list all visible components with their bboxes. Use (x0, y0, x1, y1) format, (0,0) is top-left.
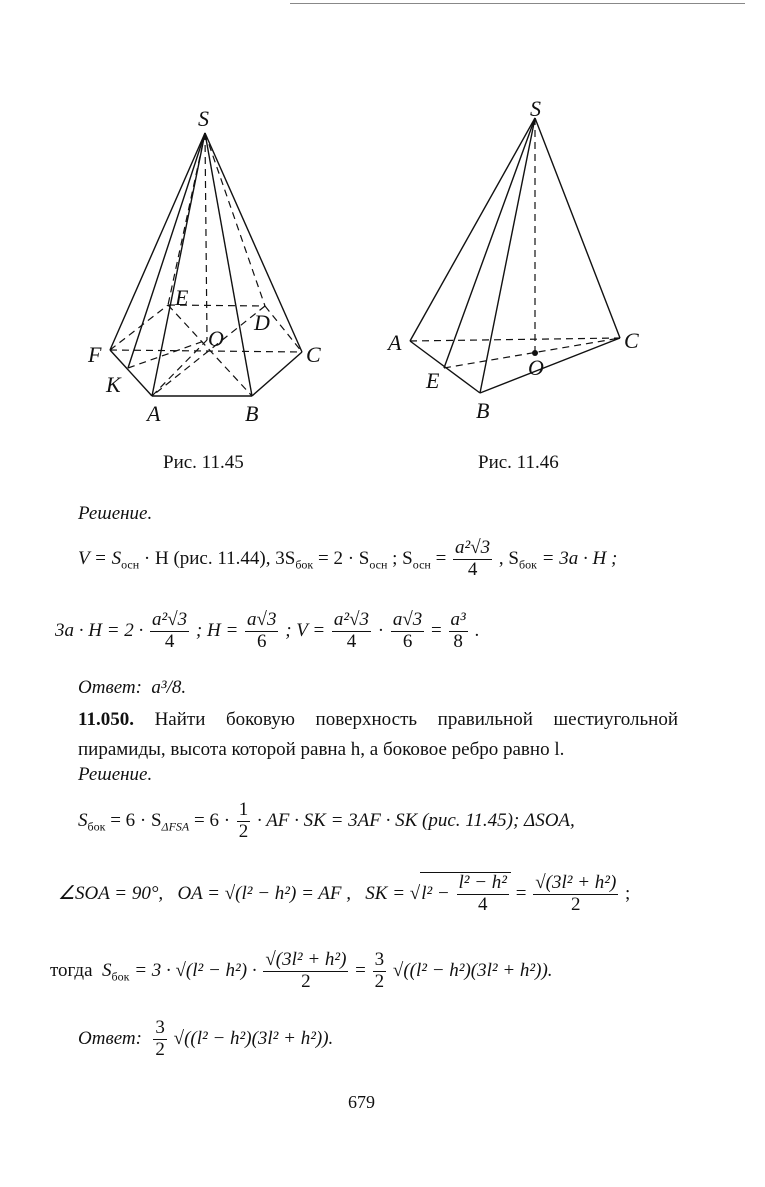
label-s: S (198, 106, 209, 131)
label-k: K (106, 372, 121, 397)
figure-11-46 (380, 88, 660, 428)
label-a: A (147, 401, 161, 426)
label-e: E (175, 285, 189, 310)
solution-1-line-2: 3a · H = 2 · $\frac{\text{a²√3}}{4}$ ; H = $\frac{a√3}{6}$ ; V = $\frac{\text{a²√3}}{4}$ · $\frac{a√3}{6}$ = $\frac{\text{a³}}{8}$ . (55, 609, 480, 652)
figure-11-45 (80, 100, 340, 430)
answer-1: Ответ: a³/8. (78, 677, 187, 698)
top-rule (290, 3, 745, 4)
caption-11-45: Рис. 11.45 (163, 452, 244, 473)
solution-heading-2: Решение. (78, 764, 153, 785)
label-o2: O (528, 355, 544, 380)
page-number: 679 (348, 1092, 375, 1112)
answer-2: Ответ: $\frac{3}{2}$ √((l² − h²)(3l² + h²)). (78, 1017, 334, 1060)
label-e2: E (426, 368, 440, 393)
label-d: D (254, 310, 270, 335)
problem-text: Найти боковую поверхность правильной шестиугольной пирамиды, высота которой равна h, а боковое ребро равно l. (78, 709, 679, 760)
problem-11-050 (78, 705, 678, 765)
solution-2-line-2: ∠SOA = 90°, OA = √(l² − h²) = AF , SK = √l² − $\frac{\text{l² − h²}}{4}$ = $\frac{\text{√(3l² + h²)}}{2}$ ; (58, 872, 631, 915)
solution-1-line-1: $V = S_{осн} \cdot H$ (рис. 11.44), $3S_{бок} = 2 \cdot S_{осн}$ ; $S_{осн}$ = $\frac{\text{a²√3}}{4}$ , $S_{бок} = 3a \cdot H$ ; (78, 537, 618, 580)
solution-heading-1: Решение. (78, 503, 153, 524)
label-c2: C (624, 328, 639, 353)
label-f: F (88, 342, 102, 367)
label-b: B (245, 401, 259, 426)
label-a2: A (388, 330, 402, 355)
caption-11-46: Рис. 11.46 (478, 452, 559, 473)
solution-2-line-1: $S_{бок} = 6 \cdot S_{\Delta FSA} = 6$ · $\frac{1}{2}$ · AF · SK = 3AF · SK (рис. 11.45); ΔSOA, (78, 799, 575, 842)
solution-2-line-3: тогда $S_{бок} = 3 \cdot √(l^2 - h^2)$ · $\frac{\text{√(3l² + h²)}}{2}$ = $\frac{3}{2}$ √((l² − h²)(3l² + h²)). (50, 949, 553, 992)
label-c: C (306, 342, 321, 367)
problem-number: 11.050. (78, 709, 134, 730)
label-s2: S (530, 96, 541, 121)
label-b2: B (476, 398, 490, 423)
label-o: O (208, 326, 224, 351)
